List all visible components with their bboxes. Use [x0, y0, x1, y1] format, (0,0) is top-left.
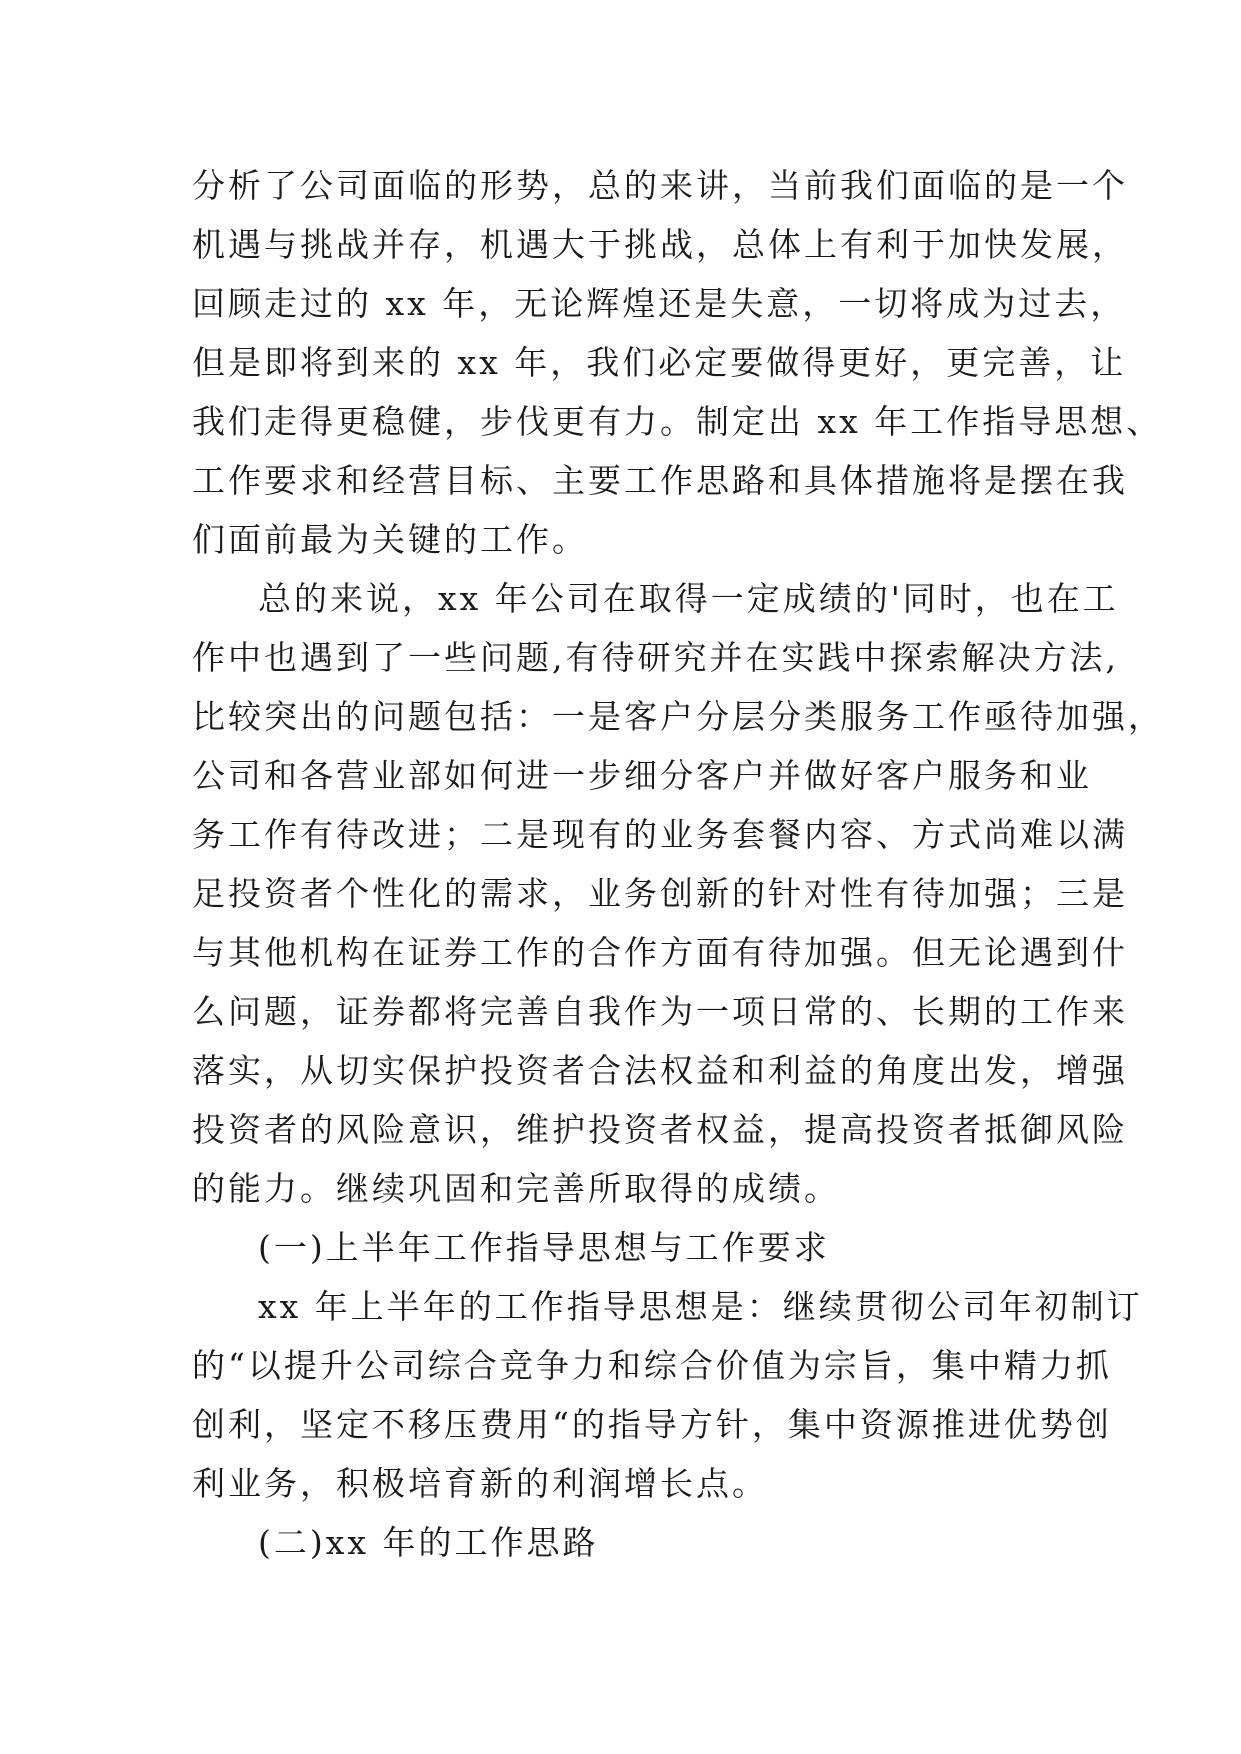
text-line: 机遇与挑战并存，机遇大于挑战，总体上有利于加快发展， [192, 225, 1128, 264]
text-line: 的“以提升公司综合竞争力和综合价值为宗旨，集中精力抓 [192, 1346, 1112, 1385]
text-line: 与其他机构在证券工作的合作方面有待加强。但无论遇到什 [192, 933, 1128, 972]
paragraph-start-line: xx 年上半年的工作指导思想是：继续贯彻公司年初制订 [258, 1287, 1143, 1326]
section-heading: (二)xx 年的工作思路 [258, 1523, 599, 1562]
text-line: 但是即将到来的 xx 年，我们必定要做得更好，更完善，让 [192, 343, 1127, 382]
text-line: 务工作有待改进；二是现有的业务套餐内容、方式尚难以满 [192, 815, 1128, 854]
text-line: 利业务，积极培育新的利润增长点。 [192, 1464, 768, 1503]
section-heading: (一)上半年工作指导思想与工作要求 [258, 1228, 830, 1267]
text-line: 落实，从切实保护投资者合法权益和利益的角度出发，增强 [192, 1051, 1128, 1090]
text-line: 比较突出的问题包括：一是客户分层分类服务工作亟待加强， [192, 697, 1164, 736]
text-line: 我们走得更稳健，步伐更有力。制定出 xx 年工作指导思想、 [192, 402, 1163, 441]
text-line: 回顾走过的 xx 年，无论辉煌还是失意，一切将成为过去， [192, 284, 1127, 323]
document-body [192, 156, 1164, 1572]
paragraph-start-line: 总的来说，xx 年公司在取得一定成绩的'同时，也在工 [258, 579, 1119, 618]
text-line: 工作要求和经营目标、主要工作思路和具体措施将是摆在我 [192, 461, 1128, 500]
text-line: 足投资者个性化的需求，业务创新的针对性有待加强；三是 [192, 874, 1128, 913]
text-line: 么问题，证券都将完善自我作为一项日常的、长期的工作来 [192, 992, 1128, 1031]
text-line: 作中也遇到了一些问题,有待研究并在实践中探索解决方法, [192, 638, 1119, 677]
text-line: 分析了公司面临的形势，总的来讲，当前我们面临的是一个 [192, 166, 1128, 205]
text-line: 创利，坚定不移压费用“的指导方针，集中资源推进优势创 [192, 1405, 1112, 1444]
text-line: 的能力。继续巩固和完善所取得的成绩。 [192, 1169, 840, 1208]
text-line: 公司和各营业部如何进一步细分客户并做好客户服务和业 [192, 756, 1092, 795]
text-line: 投资者的风险意识，维护投资者权益，提高投资者抵御风险 [192, 1110, 1128, 1149]
text-line: 们面前最为关键的工作。 [192, 520, 588, 559]
